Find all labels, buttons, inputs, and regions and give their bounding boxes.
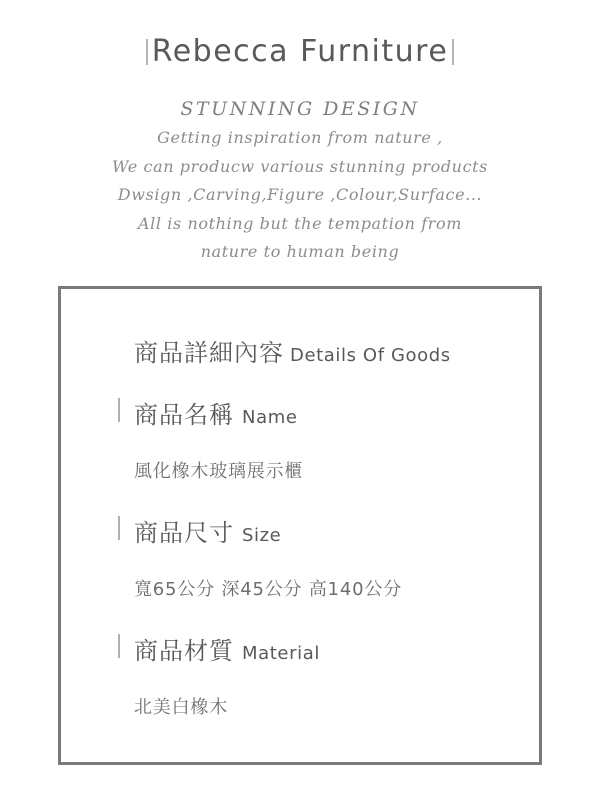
tagline-block [0,94,600,267]
section-label-zh: 商品尺寸 [134,519,234,547]
section-label-zh: 商品名稱 [134,401,234,429]
section-divider-mark [118,398,120,422]
tagline-line: We can producw various stunning products [112,156,488,176]
section-label-size [118,513,281,548]
details-heading-en: Details Of Goods [290,345,451,366]
tagline-line: Getting inspiration from nature , [157,128,443,147]
section-label-name [118,395,298,430]
section-divider-mark [118,516,120,540]
section-label-en: Material [242,643,320,664]
tagline-title: STUNNING DESIGN [180,98,420,120]
section-value-name: 風化橡木玻璃展示櫃 [134,461,304,482]
section-label-en: Size [242,525,282,546]
section-divider-mark [118,634,120,658]
tagline-line: All is nothing but the tempation from [137,213,463,233]
brand-left-divider [146,39,148,65]
details-heading-zh: 商品詳細內容 [134,339,284,367]
details-heading [134,333,451,368]
section-label-en: Name [242,407,298,428]
section-label-zh: 商品材質 [134,637,234,665]
section-value-material: 北美白橡木 [134,697,228,718]
section-value-size: 寬65公分 深45公分 高140公分 [134,579,403,600]
brand-name: Rebecca Furniture [151,34,449,69]
tagline-line: nature to human being [200,242,400,261]
product-details-box [58,286,542,765]
tagline-line: Dwsign ,Carving,Figure ,Colour,Surface... [117,185,483,204]
brand-right-divider [452,39,454,65]
section-label-material [118,631,320,666]
brand-header [0,30,600,74]
